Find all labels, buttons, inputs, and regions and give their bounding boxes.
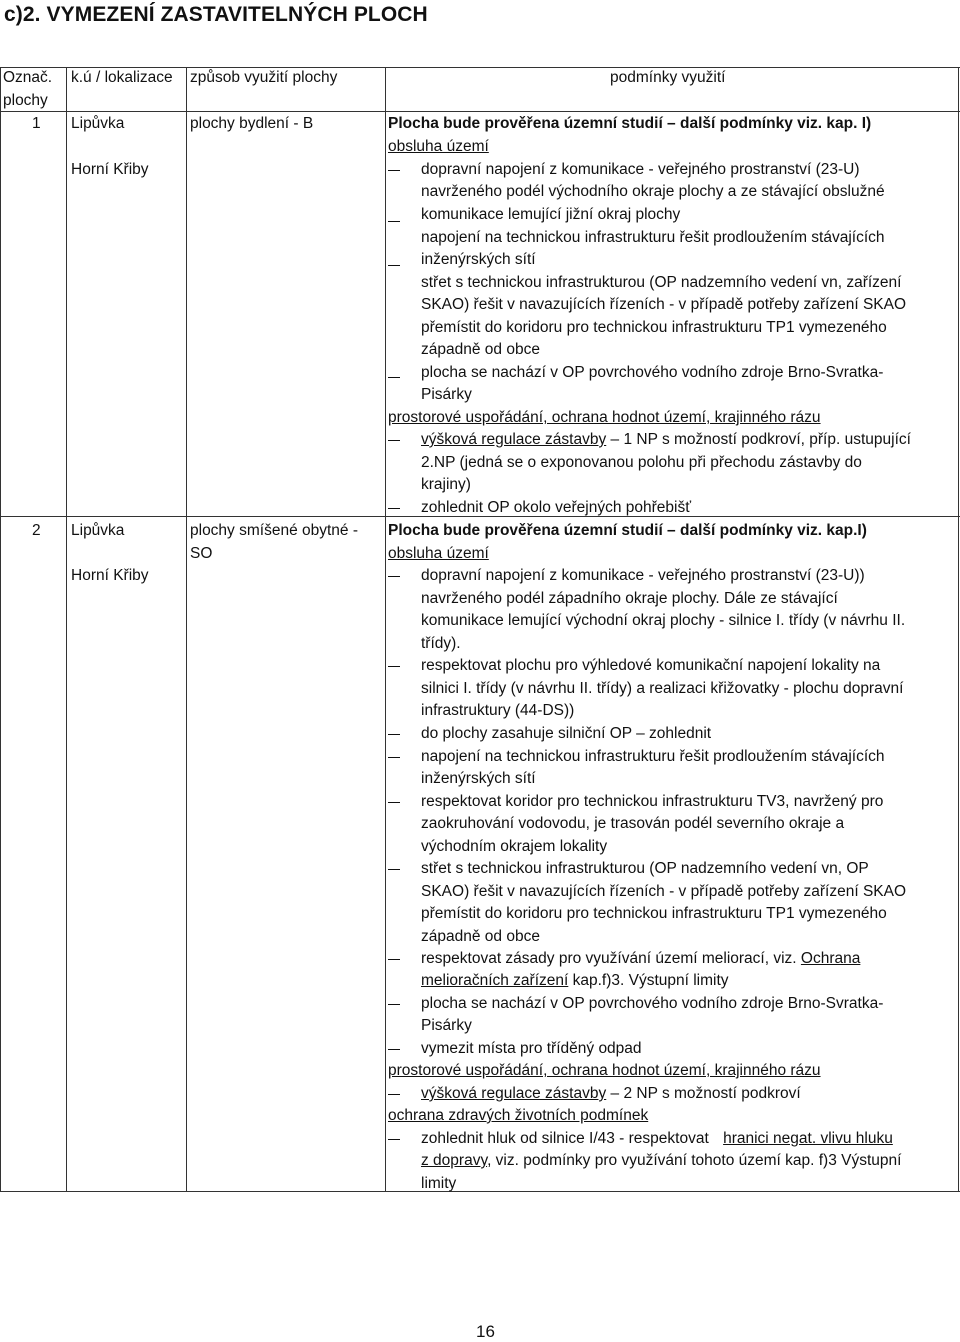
row2-item3: do plochy zasahuje silniční OP – zohlednit xyxy=(421,725,712,742)
row2-location-1: Lipůvka xyxy=(71,522,125,539)
header-oznac: Označ. xyxy=(3,69,53,86)
header-podminky: podmínky využití xyxy=(610,69,726,86)
bullet-dash xyxy=(388,440,400,441)
row2-usage-1: plochy smíšené obytné - xyxy=(190,522,359,539)
row2-ochrana: ochrana zdravých životních podmínek xyxy=(388,1107,649,1124)
row2-item11-line2 xyxy=(421,1150,901,1172)
bullet-dash xyxy=(388,377,400,378)
bullet-dash xyxy=(388,734,400,735)
text: zohlednit hluk od silnice I/43 - respektovat xyxy=(421,1130,709,1147)
row1-item5-line3: krajiny) xyxy=(421,476,471,493)
row2-item4-line2: inženýrských sítí xyxy=(421,770,536,787)
page-number: 16 xyxy=(476,1322,495,1341)
header-oznac-2: plochy xyxy=(3,92,48,109)
row2-item1-line4: třídy). xyxy=(421,635,461,652)
row1-item6: zohlednit OP okolo veřejných pohřebišť xyxy=(421,499,692,516)
text: – 2 NP s možností podkroví xyxy=(610,1085,801,1102)
row1-obsluha: obsluha území xyxy=(388,138,489,155)
row1-item5-line2: 2.NP (jedná se o exponovanou polohu při přechodu zástavby do xyxy=(421,454,862,471)
bullet-dash xyxy=(388,959,400,960)
table-bottom-border xyxy=(0,1191,960,1192)
bullet-dash xyxy=(388,666,400,667)
row1-usage: plochy bydlení - B xyxy=(190,115,314,132)
row2-item5-line3: východním okrajem lokality xyxy=(421,838,608,855)
row2-item9: vymezit místa pro tříděný odpad xyxy=(421,1040,642,1057)
row2-prostorove: prostorové uspořádání, ochrana hodnot území, krajinného rázu xyxy=(388,1062,821,1079)
row1-heading: Plocha bude prověřena územní studií – další podmínky viz. kap. I) xyxy=(388,115,872,132)
row2-item1-line2: navrženého podél západního okraje plochy. Dále ze stávající xyxy=(421,590,838,607)
page-title: c)2. VYMEZENÍ ZASTAVITELNÝCH PLOCH xyxy=(4,3,428,26)
hranici-vlivu-link[interactable]: hranici negat. vlivu hluku xyxy=(723,1130,893,1147)
header-ku: k.ú / lokalizace xyxy=(71,69,173,86)
bullet-dash xyxy=(388,757,400,758)
row1-item3-line1: střet s technickou infrastrukturou (OP nadzemního vedení vn, zařízení xyxy=(421,274,902,291)
row2-item7-line2 xyxy=(421,970,729,992)
row2-item11-line1 xyxy=(421,1128,893,1150)
row2-item5-line2: zaokruhování vodovodu, je trasován podél severního okraje a xyxy=(421,815,845,832)
row2-obsluha: obsluha území xyxy=(388,545,489,562)
row1-location-1: Lipůvka xyxy=(71,115,125,132)
text: , viz. podmínky pro využívání tohoto území kap. f)3 Výstupní xyxy=(487,1152,902,1169)
row2-item7-line1 xyxy=(421,948,860,970)
vyskova-regulace-link[interactable]: výšková regulace zástavby xyxy=(421,1085,607,1102)
row2-item11-line3: limity xyxy=(421,1175,457,1192)
bullet-dash xyxy=(388,576,400,577)
bullet-dash xyxy=(388,1094,400,1095)
col-border-left xyxy=(0,67,1,1192)
row2-item5-line1: respektovat koridor pro technickou infrastrukturu TV3, navržený pro xyxy=(421,793,884,810)
row2-location-2: Horní Křiby xyxy=(71,567,149,584)
bullet-dash xyxy=(388,1004,400,1005)
row2-number: 2 xyxy=(32,522,41,539)
bullet-dash xyxy=(388,265,400,266)
row1-item3-line4: západně od obce xyxy=(421,341,540,358)
row1-item3-line3: přemístit do koridoru pro technickou infrastrukturu TP1 vymezeného xyxy=(421,319,887,336)
col-border-2 xyxy=(186,67,187,1192)
vyskova-regulace-link[interactable]: výšková regulace zástavby xyxy=(421,431,607,448)
row2-item8-line2: Pisárky xyxy=(421,1017,472,1034)
bullet-dash xyxy=(388,1139,400,1140)
row1-item2-line1: napojení na technickou infrastrukturu řešit prodloužením stávajících xyxy=(421,229,885,246)
bullet-dash xyxy=(388,170,400,171)
row1-item3-line2: SKAO) řešit v navazujících řízeních - v případě potřeby zařízení SKAO xyxy=(421,296,907,313)
row2-usage-2: SO xyxy=(190,545,213,562)
row1-location-2: Horní Křiby xyxy=(71,161,149,178)
melioracnich-zarizeni-link[interactable]: melioračních zařízení xyxy=(421,972,569,989)
col-border-3 xyxy=(385,67,386,1192)
row2-item2-line1: respektovat plochu pro výhledové komunikační napojení lokality na xyxy=(421,657,881,674)
bullet-dash xyxy=(388,508,400,509)
col-border-1 xyxy=(66,67,67,1192)
row1-item2-line2: inženýrských sítí xyxy=(421,251,536,268)
row2-item1-line3: komunikace lemující východní okraj plochy - silnice I. třídy (v návrhu II. xyxy=(421,612,906,629)
bullet-dash xyxy=(388,1049,400,1050)
bullet-dash xyxy=(388,221,400,222)
z-dopravy-link[interactable]: z dopravy xyxy=(421,1152,488,1169)
row1-item5-line1 xyxy=(421,429,911,451)
col-border-right xyxy=(958,67,959,1192)
row1-item1-line3: komunikace lemující jižní okraj plochy xyxy=(421,206,681,223)
ochrana-link[interactable]: Ochrana xyxy=(800,950,861,967)
bullet-dash xyxy=(388,869,400,870)
row1-item1-line2: navrženého podél východního okraje plochy a ze stávající obslužné xyxy=(421,183,885,200)
row1-item4-line2: Pisárky xyxy=(421,386,472,403)
row2-item10 xyxy=(421,1083,801,1105)
row1-item4-line1: plocha se nachází v OP povrchového vodního zdroje Brno-Svratka- xyxy=(421,364,884,381)
row2-heading: Plocha bude prověřena územní studií – další podmínky viz. kap.I) xyxy=(388,522,867,539)
header-zpusob: způsob využití plochy xyxy=(190,69,338,86)
bullet-dash xyxy=(388,802,400,803)
row2-item6-line4: západně od obce xyxy=(421,928,540,945)
row2-item8-line1: plocha se nachází v OP povrchového vodního zdroje Brno-Svratka- xyxy=(421,995,884,1012)
row2-item2-line2: silnici I. třídy (v návrhu II. třídy) a realizaci křižovatky - plochu dopravní xyxy=(421,680,904,697)
row2-item6-line2: SKAO) řešit v navazujících řízeních - v případě potřeby zařízení SKAO xyxy=(421,883,907,900)
row2-item6-line1: střet s technickou infrastrukturou (OP nadzemního vedení vn, OP xyxy=(421,860,869,877)
row1-prostorove: prostorové uspořádání, ochrana hodnot území, krajinného rázu xyxy=(388,409,821,426)
row2-item6-line3: přemístit do koridoru pro technickou infrastrukturu TP1 vymezeného xyxy=(421,905,887,922)
text: respektovat zásady pro využívání území meliorací, viz. xyxy=(421,950,797,967)
text: – 1 NP s možností podkroví, příp. ustupující xyxy=(610,431,911,448)
row2-item1-line1: dopravní napojení z komunikace - veřejného prostranství (23-U)) xyxy=(421,567,865,584)
row2-item2-line3: infrastruktury (44-DS)) xyxy=(421,702,575,719)
row1-item1-line1 xyxy=(421,159,956,181)
text: dopravní napojení z komunikace - veřejného prostranství (23-U) xyxy=(421,161,860,178)
text: kap.f)3. Výstupní limity xyxy=(572,972,729,989)
row2-item4-line1: napojení na technickou infrastrukturu řešit prodloužením stávajících xyxy=(421,748,885,765)
row1-number: 1 xyxy=(32,115,41,132)
